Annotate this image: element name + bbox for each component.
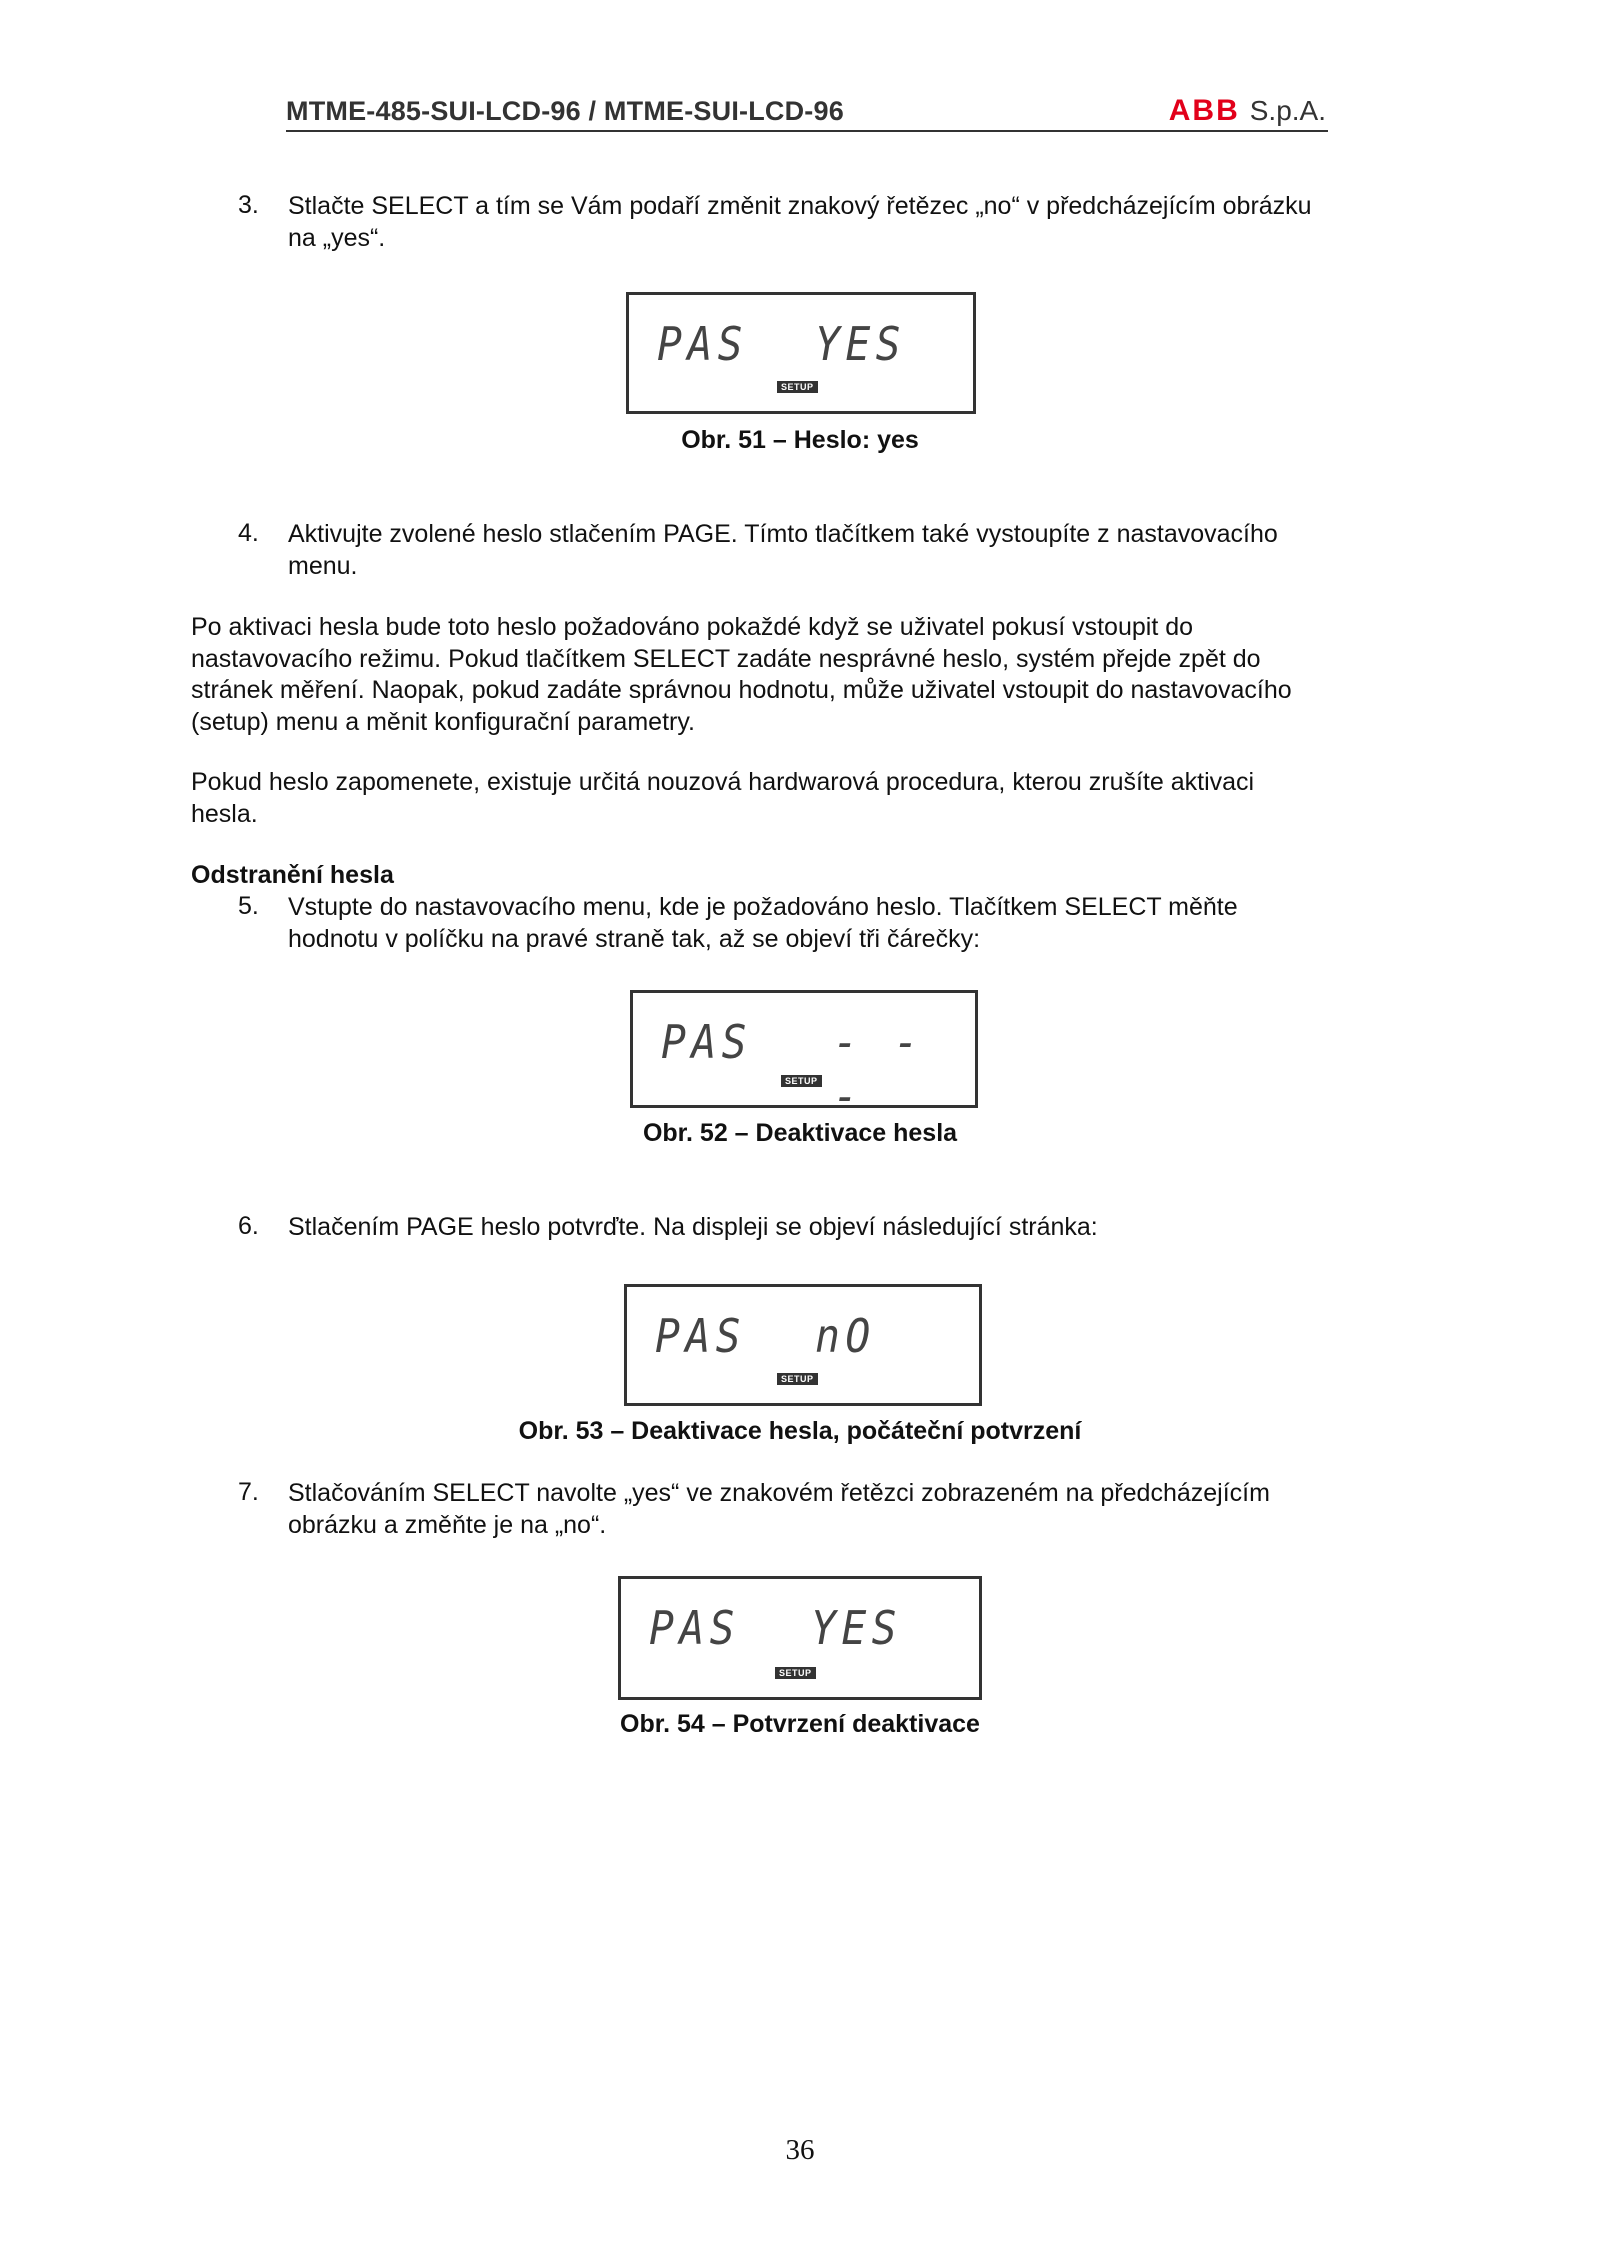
step-line: Vstupte do nastavovacího menu, kde je požadováno heslo. Tlačítkem SELECT měňte	[288, 893, 1238, 921]
figure-caption: Obr. 54 – Potvrzení deaktivace	[620, 1710, 980, 1738]
step-number: 4.	[238, 519, 259, 547]
lcd-display	[630, 990, 978, 1123]
setup-indicator: SETUP	[777, 1373, 818, 1385]
section-heading: Odstranění hesla	[191, 861, 394, 889]
lcd-left-text: PAS	[655, 1309, 746, 1363]
step-number: 6.	[238, 1212, 259, 1240]
setup-indicator: SETUP	[777, 381, 818, 393]
step-line: menu.	[288, 551, 358, 580]
step-3-text	[288, 191, 1418, 254]
setup-indicator: SETUP	[775, 1667, 816, 1679]
lcd-display	[624, 1284, 982, 1406]
step-number: 3.	[238, 191, 259, 219]
lcd-right-text: YES	[815, 317, 906, 371]
step-line: obrázku a změňte je na „no“.	[288, 1510, 607, 1539]
company-brand	[1169, 94, 1326, 128]
step-5-text	[288, 892, 1418, 955]
paragraph-line: Pokud heslo zapomenete, existuje určitá nouzová hardwarová procedura, kterou zrušíte aktivaci	[191, 768, 1255, 796]
lcd-display	[626, 292, 976, 414]
paragraph-line: (setup) menu a měnit konfigurační parametry.	[191, 707, 695, 736]
step-line: Stlačením PAGE heslo potvrďte. Na displeji se objeví následující stránka:	[288, 1213, 1098, 1241]
document-title: MTME-485-SUI-LCD-96 / MTME-SUI-LCD-96	[286, 96, 844, 126]
paragraph-line: stránek měření. Naopak, pokud zadáte správnou hodnotu, může uživatel vstoupit do nastavovacího	[191, 676, 1292, 704]
paragraph-line: Po aktivaci hesla bude toto heslo požadováno pokaždé když se uživatel pokusí vstoupit do	[191, 613, 1194, 641]
step-6-text	[288, 1212, 1418, 1244]
lcd-right-text: YES	[811, 1601, 902, 1655]
lcd-left-text: PAS	[649, 1601, 740, 1655]
lcd-left-text: PAS	[657, 317, 748, 371]
lcd-left-text: PAS	[661, 1015, 752, 1069]
step-line: hodnotu v políčku na pravé straně tak, až se objeví tři čárečky:	[288, 924, 981, 953]
step-7-text	[288, 1478, 1418, 1541]
step-line: na „yes“.	[288, 223, 386, 252]
company-suffix: S.p.A.	[1249, 95, 1326, 126]
setup-indicator: SETUP	[781, 1075, 822, 1087]
figure-caption: Obr. 53 – Deaktivace hesla, počáteční potvrzení	[518, 1417, 1082, 1445]
body-paragraph	[191, 767, 1421, 830]
lcd-right-text: nO	[815, 1309, 876, 1363]
step-4-text	[288, 519, 1418, 582]
paragraph-line: nastavovacího režimu. Pokud tlačítkem SELECT zadáte nesprávné heslo, systém přejde zpět do	[191, 644, 1261, 673]
paragraph-line: hesla.	[191, 799, 258, 828]
step-number: 5.	[238, 892, 259, 920]
figure-caption: Obr. 52 – Deaktivace hesla	[642, 1119, 958, 1147]
page-header	[286, 94, 1328, 132]
figure-caption: Obr. 51 – Heslo: yes	[681, 426, 919, 454]
page-number: 36	[785, 2134, 815, 2166]
abb-logo: ABB	[1168, 94, 1240, 127]
step-line: Stlačte SELECT a tím se Vám podaří změnit znakový řetězec „no“ v předcházejícím obrázku	[288, 192, 1312, 220]
lcd-right-text: - - -	[833, 1015, 924, 1123]
step-line: Aktivujte zvolené heslo stlačením PAGE. Tímto tlačítkem také vystoupíte z nastavovacího	[288, 520, 1278, 548]
step-line: Stlačováním SELECT navolte „yes“ ve znakovém řetězci zobrazeném na předcházejícím	[288, 1479, 1270, 1507]
step-number: 7.	[238, 1478, 259, 1506]
lcd-display	[618, 1576, 982, 1700]
body-paragraph	[191, 612, 1421, 738]
